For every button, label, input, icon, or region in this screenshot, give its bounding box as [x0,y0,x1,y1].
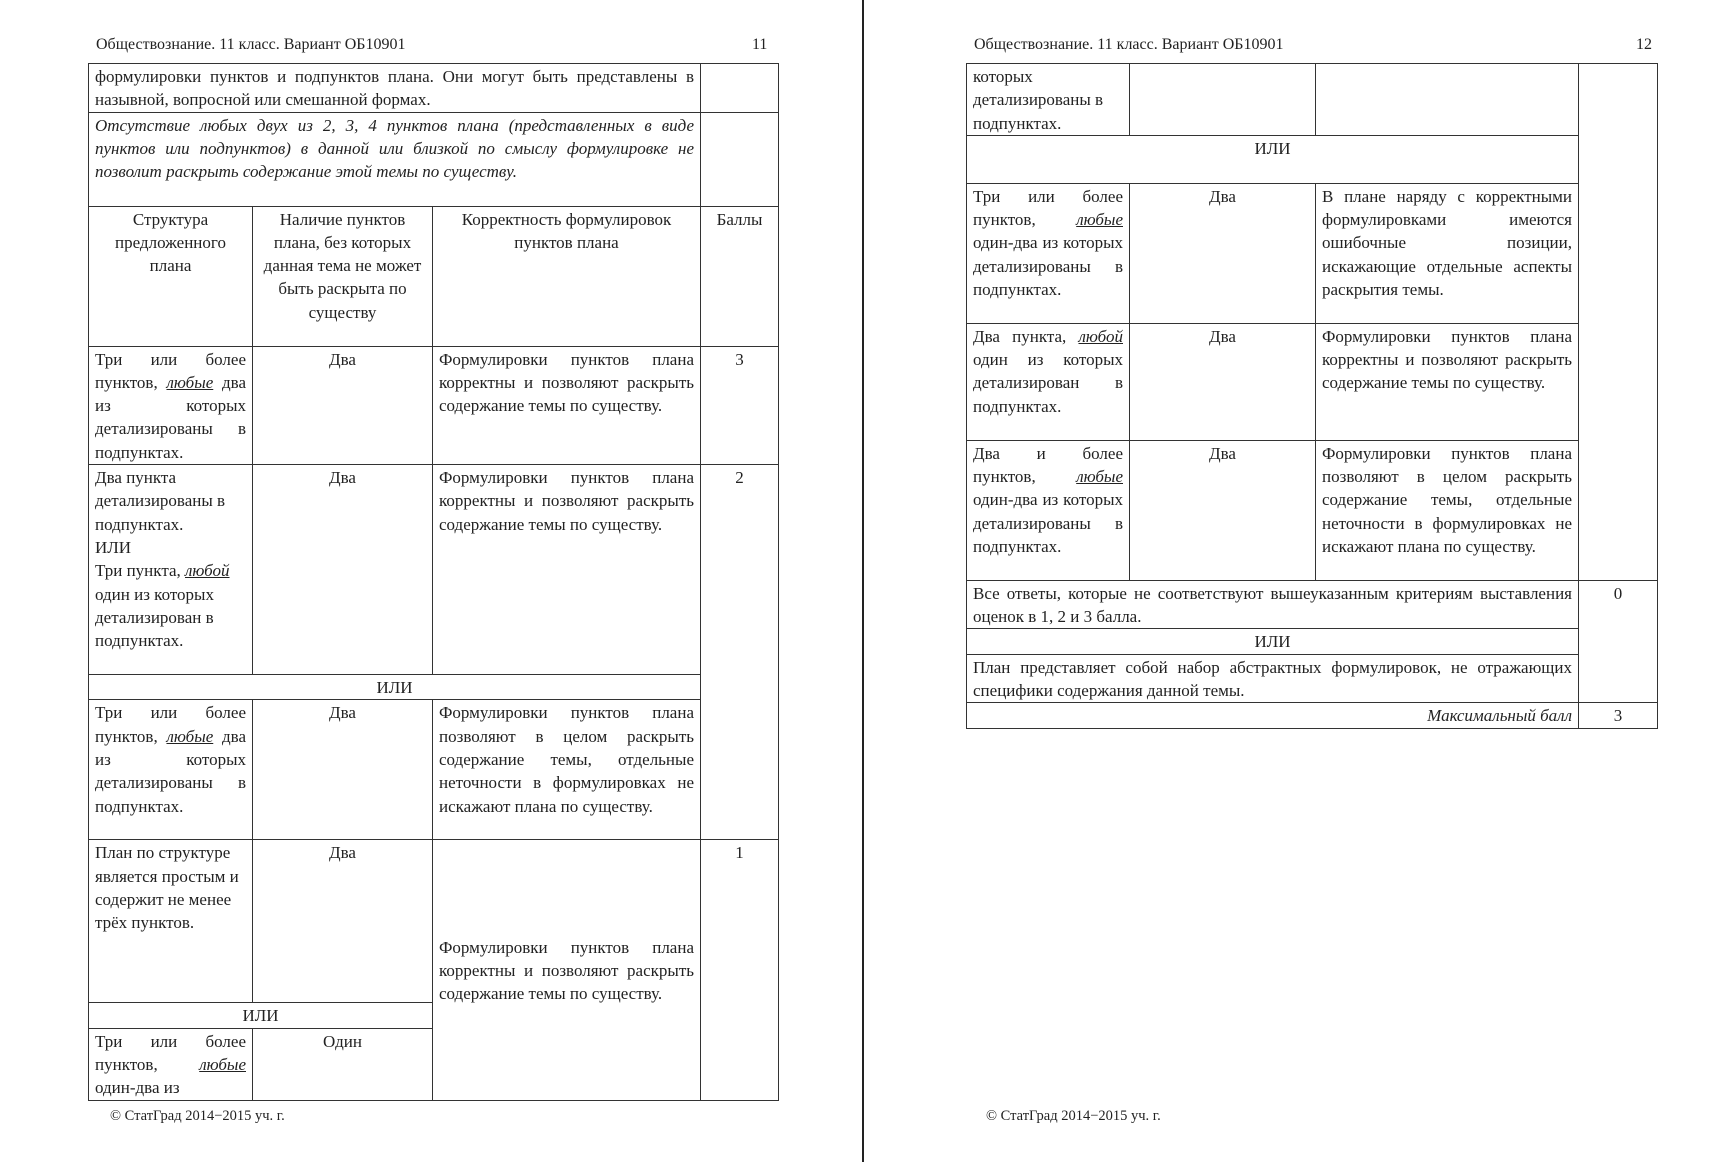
right-page-header: Обществознание. 11 класс. Вариант ОБ10901 [974,36,1284,53]
row3-structure [89,700,253,840]
row1-presence: Два [253,346,433,464]
right-page-footer: © СтатГрад 2014−2015 уч. г. [986,1108,1161,1124]
right-or-2: ИЛИ [967,629,1579,654]
rowa-structure-part1: Три или более пунктов, [973,186,1123,230]
row2-structure-b [95,559,246,652]
rowa-structure-underlined: любые [1076,210,1123,230]
rowb-presence: Два [1130,323,1316,440]
row1-structure-part2: два из которых детализированы в подпунктах. [95,372,247,462]
left-page-header: Обществознание. 11 класс. Вариант ОБ10901 [96,36,406,53]
row3-correctness: Формулировки пунктов плана позволяют в целом раскрыть содержание темы, отдельные неточности в формулировках не искажают плана по существу. [433,700,701,840]
zero-points: 0 [1579,580,1658,702]
rowa-presence: Два [1130,183,1316,323]
rowa-structure-part2: один-два из которых детализированы в подпунктах. [973,233,1123,300]
header-correctness: Корректность формулировок пунктов плана [433,206,701,346]
cont-row-presence [1130,64,1316,136]
zero-text: Все ответы, которые не соответствуют вышеуказанным критериям выставления оценок в 1, 2 и 3 балла. [967,580,1579,629]
rowc-structure-underlined: любые [1076,467,1123,487]
rowb-correctness: Формулировки пунктов плана корректны и позволяют раскрыть содержание темы по существу. [1316,323,1579,440]
row2-structure-b-underlined: любой [185,561,230,581]
row4-points: 1 [701,840,779,1100]
left-page-number: 11 [752,36,768,53]
row3-structure-underlined: любые [166,726,214,746]
rowc-presence: Два [1130,440,1316,580]
cont-row-structure: которых детализированы в подпунктах. [967,64,1130,136]
row2-structure-b-part2: один из которых детализирован в подпунктах. [95,584,214,651]
row2-points: 2 [701,465,779,840]
row3-presence: Два [253,700,433,840]
row2-correctness: Формулировки пунктов плана корректны и позволяют раскрыть содержание темы по существу. [433,465,701,675]
row2-structure-a: Два пункта детализированы в подпунктах. [95,468,226,534]
row4-structure-b-part1: Три или более пунктов, [95,1031,246,1074]
row2-presence: Два [253,465,433,675]
row4-correctness: Формулировки пунктов плана корректны и позволяют раскрыть содержание темы по существу. [433,840,701,1100]
row2-structure-b-part1: Три пункта, [95,561,185,581]
row1-structure-underlined: любые [166,372,214,392]
row2-structure [89,465,253,675]
rowb-structure-underlined: любой [1078,326,1123,346]
row2-or: ИЛИ [95,537,132,557]
header-presence: Наличие пунктов плана, без которых данная тема не может быть раскрыта по существу [253,206,433,346]
header-points: Баллы [701,206,779,346]
row4-structure-b [89,1028,253,1100]
intro-text: формулировки пунктов и подпунктов плана. Они могут быть представлены в назывной, вопросной или смешанной формах. [89,64,701,113]
rowb-structure [967,323,1130,440]
header-structure: Структура предложенного плана [89,206,253,346]
left-criteria-table [88,63,779,1101]
row4-presence-a: Два [253,840,433,1003]
rowc-structure [967,440,1130,580]
rowc-structure-part1: Два и более пунктов, [973,443,1123,487]
right-page [864,0,1718,1162]
row1-correctness: Формулировки пунктов плана корректны и позволяют раскрыть содержание темы по существу. [433,346,701,464]
row4-presence-b: Один [253,1028,433,1100]
note-text: Отсутствие любых двух из 2, 3, 4 пунктов плана (представленных в виде пунктов или подпунктов) в данной или близкой по смыслу формулировке не позволит раскрыть содержание этой темы по существу. [89,112,701,206]
or-row: ИЛИ [89,675,701,700]
rowa-structure [967,183,1130,323]
row1-points: 3 [701,346,779,464]
rowa-correctness: В плане наряду с корректными формулировками имеются ошибочные позиции, искажающие отдельные аспекты раскрытия темы. [1316,183,1579,323]
row4-structure-b-underlined: любые [199,1054,246,1074]
row4-structure-b-part2: один-два из [95,1078,180,1098]
row3-structure-part1: Три или более пунктов, [95,703,246,746]
rowc-correctness: Формулировки пунктов плана позволяют в целом раскрыть содержание темы, отдельные неточности в формулировках не искажают плана по существу. [1316,440,1579,580]
left-page-footer: © СтатГрад 2014−2015 уч. г. [110,1108,285,1124]
right-page-number: 12 [1636,36,1652,53]
intro-points-cell [701,64,779,113]
row1-structure-part1: Три или более пунктов, [95,349,246,392]
row1-structure [89,346,253,464]
max-label: Максимальный балл [967,703,1579,728]
right-criteria-table [966,63,1658,729]
row4-structure-a: План по структуре является простым и содержит не менее трёх пунктов. [89,840,253,1003]
rowc-structure-part2: один-два из которых детализированы в подпунктах. [973,490,1123,557]
rowb-structure-part2: один из которых детализирован в подпунктах. [973,350,1123,416]
cont-row-points [1579,64,1658,581]
max-value: 3 [1579,703,1658,728]
right-or-1: ИЛИ [967,135,1579,183]
row4-or: ИЛИ [89,1003,433,1028]
row3-structure-part2: два из которых детализированы в подпунктах. [95,726,247,816]
note-points-cell [701,112,779,206]
cont-row-correctness [1316,64,1579,136]
rowb-structure-part1: Два пункта, [973,326,1079,346]
abstract-text: План представляет собой набор абстрактных формулировок, не отражающих специфики содержания данной темы. [967,654,1579,703]
